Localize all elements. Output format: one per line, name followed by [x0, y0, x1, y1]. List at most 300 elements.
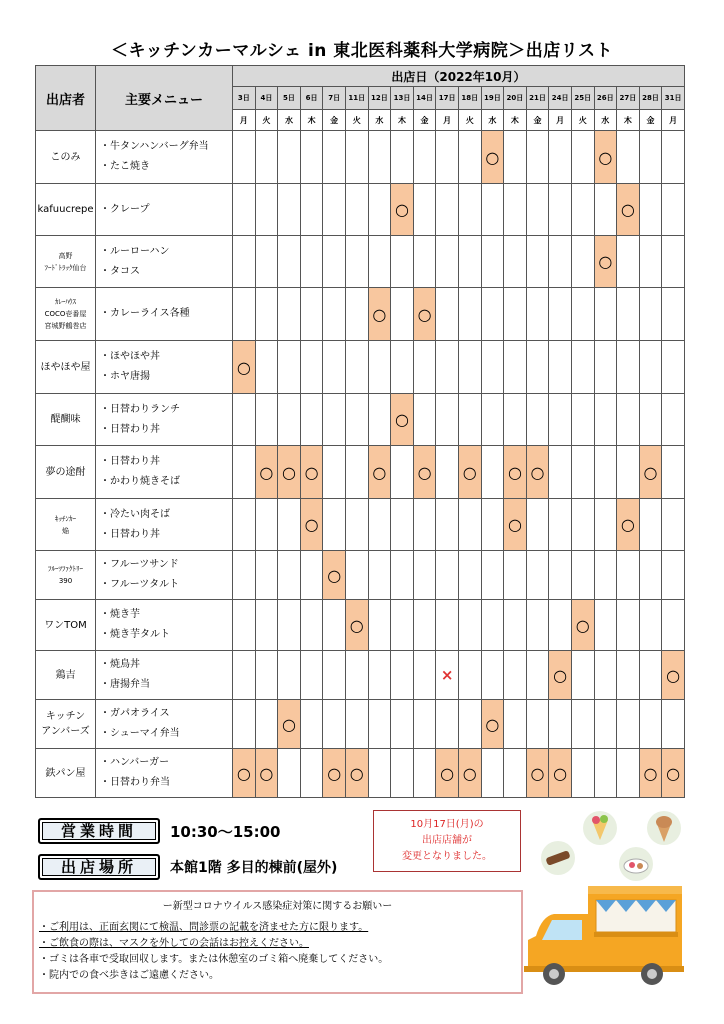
open-mark: ○ [255, 446, 278, 499]
empty-cell [233, 651, 256, 700]
vendor-name [36, 700, 96, 749]
empty-cell [481, 551, 504, 600]
open-mark: ○ [639, 749, 662, 798]
empty-cell [391, 341, 414, 394]
empty-cell [481, 288, 504, 341]
empty-cell [617, 341, 640, 394]
empty-cell [391, 749, 414, 798]
menu-items [96, 184, 233, 236]
empty-cell [300, 700, 323, 749]
menu-item: ・フルーツサンド [100, 559, 179, 570]
empty-cell [594, 184, 617, 236]
weekday-header: 水 [481, 110, 504, 131]
empty-cell [391, 600, 414, 651]
empty-cell [345, 394, 368, 446]
empty-cell [594, 600, 617, 651]
empty-cell [300, 551, 323, 600]
menu-header: 主要メニュー [96, 66, 233, 131]
location-value: 本館1階 多目的棟前(屋外) [170, 860, 338, 876]
empty-cell [368, 700, 391, 749]
menu-item: ・たこ焼き [100, 161, 150, 172]
vendor-name-line: キッチン [45, 711, 86, 722]
vendor-name-line: 夢の途酎 [45, 466, 86, 478]
empty-cell [413, 700, 436, 749]
open-mark: ○ [594, 131, 617, 184]
cancel-mark: × [436, 651, 459, 700]
empty-cell [526, 600, 549, 651]
weekday-header: 火 [345, 110, 368, 131]
covid-item: ・ゴミは各車で受取回収します。または休憩室のゴミ箱へ廃棄してください。 [39, 954, 389, 965]
empty-cell [233, 131, 256, 184]
vendor-row [36, 184, 685, 236]
empty-cell [300, 394, 323, 446]
menu-items [96, 651, 233, 700]
empty-cell [549, 288, 572, 341]
empty-cell [278, 288, 301, 341]
vendor-row [36, 700, 685, 749]
empty-cell [481, 499, 504, 551]
date-header: 31日 [662, 87, 685, 110]
empty-cell [255, 394, 278, 446]
weekday-header: 月 [233, 110, 256, 131]
empty-cell [639, 236, 662, 288]
empty-cell [300, 341, 323, 394]
empty-cell [368, 749, 391, 798]
vendor-row [36, 551, 685, 600]
open-mark: ○ [458, 749, 481, 798]
empty-cell [368, 499, 391, 551]
weekday-header: 水 [594, 110, 617, 131]
empty-cell [504, 288, 527, 341]
empty-cell [368, 551, 391, 600]
empty-cell [436, 341, 459, 394]
menu-item: ・カレーライス各種 [100, 308, 190, 319]
menu-item: ・日替わり丼 [100, 456, 160, 467]
date-header: 13日 [391, 87, 414, 110]
weekday-header: 火 [571, 110, 594, 131]
empty-cell [323, 131, 346, 184]
empty-cell [504, 394, 527, 446]
menu-items [96, 499, 233, 551]
menu-item: ・フルーツタルト [100, 579, 180, 590]
empty-cell [526, 131, 549, 184]
empty-cell [300, 236, 323, 288]
menu-item: ・唐揚弁当 [100, 679, 150, 690]
empty-cell [662, 700, 685, 749]
empty-cell [458, 288, 481, 341]
open-mark: ○ [481, 700, 504, 749]
covid-item: ・ご利用は、正面玄関にて検温、問診票の記載を済ませた方に限ります。 [39, 922, 369, 933]
empty-cell [300, 184, 323, 236]
vendor-row [36, 446, 685, 499]
empty-cell [278, 236, 301, 288]
vendor-row [36, 288, 685, 341]
vendor-name-line: ﾌﾙｰﾂﾌｧｸﾄﾘｰ [48, 565, 83, 573]
empty-cell [255, 131, 278, 184]
empty-cell [233, 184, 256, 236]
empty-cell [391, 700, 414, 749]
vendor-name-line: このみ [50, 151, 81, 163]
empty-cell [639, 394, 662, 446]
empty-cell [481, 341, 504, 394]
date-header: 12日 [368, 87, 391, 110]
date-header: 26日 [594, 87, 617, 110]
empty-cell [300, 651, 323, 700]
empty-cell [413, 651, 436, 700]
empty-cell [436, 700, 459, 749]
vendor-name-line: アンバーズ [41, 726, 90, 737]
empty-cell [458, 236, 481, 288]
vendor-row [36, 651, 685, 700]
empty-cell [526, 499, 549, 551]
menu-item: ・牛タンハンバーグ弁当 [100, 141, 209, 152]
open-mark: ○ [571, 600, 594, 651]
empty-cell [345, 236, 368, 288]
page-title: ＜キッチンカーマルシェ in 東北医科薬科大学病院＞出店リスト [111, 41, 613, 61]
empty-cell [413, 184, 436, 236]
empty-cell [436, 288, 459, 341]
empty-cell [323, 341, 346, 394]
menu-item: ・日替わり丼 [100, 423, 160, 435]
empty-cell [233, 394, 256, 446]
empty-cell [368, 651, 391, 700]
open-mark: ○ [594, 236, 617, 288]
empty-cell [571, 236, 594, 288]
empty-cell [255, 341, 278, 394]
empty-cell [368, 184, 391, 236]
menu-item: ・シューマイ弁当 [100, 728, 180, 739]
empty-cell [300, 600, 323, 651]
empty-cell [504, 236, 527, 288]
menu-item: ・日替わりランチ [100, 403, 180, 415]
empty-cell [617, 131, 640, 184]
empty-cell [368, 341, 391, 394]
empty-cell [549, 446, 572, 499]
empty-cell [481, 446, 504, 499]
vendor-name [36, 236, 96, 288]
weekday-header: 金 [413, 110, 436, 131]
empty-cell [594, 446, 617, 499]
menu-items [96, 236, 233, 288]
empty-cell [662, 394, 685, 446]
empty-cell [391, 551, 414, 600]
empty-cell [594, 288, 617, 341]
menu-items [96, 749, 233, 798]
vendor-name-line: 醍醐味 [50, 414, 81, 425]
empty-cell [481, 394, 504, 446]
empty-cell [617, 551, 640, 600]
empty-cell [278, 651, 301, 700]
empty-cell [526, 288, 549, 341]
open-mark: ○ [526, 749, 549, 798]
empty-cell [571, 131, 594, 184]
menu-item: ・ホヤ唐揚 [100, 371, 150, 382]
empty-cell [526, 341, 549, 394]
empty-cell [594, 651, 617, 700]
empty-cell [662, 446, 685, 499]
vendor-name [36, 131, 96, 184]
open-mark: ○ [323, 551, 346, 600]
hours-value: 10:30〜15:00 [170, 823, 281, 841]
open-mark: ○ [255, 749, 278, 798]
open-mark: ○ [391, 394, 414, 446]
empty-cell [436, 600, 459, 651]
empty-cell [391, 131, 414, 184]
vendor-name-line: 高野 [58, 251, 73, 260]
empty-cell [662, 236, 685, 288]
empty-cell [549, 131, 572, 184]
vendor-name-line: 鉄パン屋 [45, 767, 86, 779]
weekday-header: 火 [458, 110, 481, 131]
empty-cell [571, 341, 594, 394]
vendor-name [36, 600, 96, 651]
empty-cell [436, 446, 459, 499]
empty-cell [594, 749, 617, 798]
empty-cell [504, 341, 527, 394]
weekday-header: 火 [255, 110, 278, 131]
empty-cell [413, 236, 436, 288]
menu-items [96, 131, 233, 184]
empty-cell [504, 600, 527, 651]
empty-cell [526, 394, 549, 446]
empty-cell [504, 131, 527, 184]
empty-cell [413, 394, 436, 446]
empty-cell [413, 551, 436, 600]
empty-cell [458, 651, 481, 700]
empty-cell [639, 131, 662, 184]
menu-item: ・ハンバーガー [100, 757, 170, 768]
menu-item: ・タコス [100, 265, 140, 277]
vendor-name-line: ワンTOM [44, 619, 87, 631]
vendor-name [36, 651, 96, 700]
change-notice [373, 810, 521, 872]
vendor-name-line: ほやほや屋 [40, 361, 91, 373]
empty-cell [368, 131, 391, 184]
date-header: 21日 [526, 87, 549, 110]
open-mark: ○ [233, 749, 256, 798]
menu-item: ・かわり焼きそば [100, 476, 180, 487]
empty-cell [504, 551, 527, 600]
location-label: 出店場所 [38, 854, 160, 880]
date-header: 11日 [345, 87, 368, 110]
open-mark: ○ [368, 288, 391, 341]
date-header: 3日 [233, 87, 256, 110]
empty-cell [617, 651, 640, 700]
date-header: 24日 [549, 87, 572, 110]
empty-cell [391, 446, 414, 499]
open-mark: ○ [345, 600, 368, 651]
empty-cell [345, 499, 368, 551]
empty-cell [413, 749, 436, 798]
notice-line: 出店店舗が [422, 835, 472, 846]
empty-cell [436, 551, 459, 600]
weekday-header: 木 [504, 110, 527, 131]
empty-cell [413, 600, 436, 651]
menu-item: ・ほやほや丼 [100, 351, 160, 362]
empty-cell [526, 236, 549, 288]
open-mark: ○ [504, 499, 527, 551]
empty-cell [255, 651, 278, 700]
empty-cell [233, 236, 256, 288]
empty-cell [233, 499, 256, 551]
covid-item: ・院内での食べ歩きはご遠慮ください。 [39, 970, 219, 981]
vendor-name-line: 焔 [62, 526, 69, 535]
empty-cell [255, 600, 278, 651]
empty-cell [662, 184, 685, 236]
open-mark: ○ [300, 499, 323, 551]
date-header: 20日 [504, 87, 527, 110]
empty-cell [617, 446, 640, 499]
schedule-table [35, 65, 685, 798]
empty-cell [233, 446, 256, 499]
open-mark: ○ [526, 446, 549, 499]
weekday-header: 水 [278, 110, 301, 131]
weekday-header: 木 [391, 110, 414, 131]
menu-item: ・ルーローハン [100, 245, 170, 257]
menu-items [96, 288, 233, 341]
empty-cell [617, 600, 640, 651]
empty-cell [617, 394, 640, 446]
empty-cell [413, 341, 436, 394]
empty-cell [278, 394, 301, 446]
empty-cell [639, 184, 662, 236]
menu-items [96, 700, 233, 749]
open-mark: ○ [413, 288, 436, 341]
empty-cell [594, 551, 617, 600]
empty-cell [571, 394, 594, 446]
empty-cell [436, 394, 459, 446]
empty-cell [345, 446, 368, 499]
open-mark: ○ [233, 341, 256, 394]
notice-line: 変更となりました。 [402, 851, 492, 862]
empty-cell [233, 700, 256, 749]
empty-cell [549, 499, 572, 551]
empty-cell [458, 394, 481, 446]
vendor-name-line: ｶﾚｰﾊｳｽ [55, 298, 76, 306]
empty-cell [571, 700, 594, 749]
menu-items [96, 341, 233, 394]
vendor-name-line: ｷｯﾁﾝｶｰ [55, 514, 76, 523]
empty-cell [481, 600, 504, 651]
empty-cell [323, 236, 346, 288]
empty-cell [255, 551, 278, 600]
open-mark: ○ [278, 446, 301, 499]
weekday-header: 月 [662, 110, 685, 131]
empty-cell [255, 700, 278, 749]
open-mark: ○ [391, 184, 414, 236]
menu-items [96, 446, 233, 499]
empty-cell [278, 341, 301, 394]
empty-cell [458, 131, 481, 184]
empty-cell [278, 600, 301, 651]
open-mark: ○ [458, 446, 481, 499]
menu-item: ・冷たい肉そば [100, 508, 170, 520]
open-mark: ○ [413, 446, 436, 499]
empty-cell [323, 651, 346, 700]
hours-label: 営業時間 [38, 818, 160, 844]
food-truck-icon [522, 886, 692, 990]
menu-item: ・クレープ [100, 203, 150, 215]
empty-cell [639, 341, 662, 394]
food-illustrations-icon [536, 808, 686, 888]
vendor-name [36, 184, 96, 236]
vendor-name [36, 394, 96, 446]
empty-cell [278, 184, 301, 236]
menu-item: ・ガパオライス [100, 708, 170, 719]
empty-cell [639, 600, 662, 651]
date-header: 17日 [436, 87, 459, 110]
empty-cell [391, 499, 414, 551]
vendor-name [36, 446, 96, 499]
empty-cell [233, 288, 256, 341]
empty-cell [594, 499, 617, 551]
menu-item: ・焼き芋 [100, 609, 140, 620]
empty-cell [323, 446, 346, 499]
empty-cell [549, 600, 572, 651]
vendor-header: 出店者 [36, 66, 96, 131]
menu-items [96, 551, 233, 600]
vendor-name-line: kafuucrepe [37, 204, 94, 215]
empty-cell [345, 184, 368, 236]
date-header: 18日 [458, 87, 481, 110]
menu-item: ・日替わり丼 [100, 528, 160, 540]
weekday-header: 金 [639, 110, 662, 131]
empty-cell [639, 288, 662, 341]
empty-cell [323, 288, 346, 341]
empty-cell [233, 600, 256, 651]
empty-cell [368, 236, 391, 288]
empty-cell [549, 700, 572, 749]
empty-cell [526, 184, 549, 236]
empty-cell [278, 131, 301, 184]
open-mark: ○ [662, 749, 685, 798]
menu-item: ・日替わり弁当 [100, 777, 170, 788]
empty-cell [323, 394, 346, 446]
empty-cell [300, 749, 323, 798]
open-mark: ○ [549, 749, 572, 798]
open-mark: ○ [368, 446, 391, 499]
empty-cell [617, 236, 640, 288]
empty-cell [481, 749, 504, 798]
empty-cell [345, 651, 368, 700]
empty-cell [504, 651, 527, 700]
vendor-name-line: 宮城野鶴巻店 [44, 322, 87, 330]
empty-cell [278, 499, 301, 551]
empty-cell [504, 700, 527, 749]
empty-cell [594, 700, 617, 749]
empty-cell [391, 651, 414, 700]
vendor-name [36, 499, 96, 551]
weekday-header: 金 [323, 110, 346, 131]
vendor-name [36, 749, 96, 798]
menu-item: ・焼き芋タルト [100, 629, 170, 640]
vendor-row [36, 236, 685, 288]
vendor-row [36, 341, 685, 394]
empty-cell [571, 651, 594, 700]
empty-cell [571, 499, 594, 551]
vendor-name-line: 鶏吉 [55, 669, 76, 681]
open-mark: ○ [504, 446, 527, 499]
empty-cell [345, 700, 368, 749]
empty-cell [255, 184, 278, 236]
vendor-name-line: 390 [58, 577, 73, 585]
empty-cell [458, 499, 481, 551]
empty-cell [458, 600, 481, 651]
empty-cell [662, 499, 685, 551]
empty-cell [391, 236, 414, 288]
vendor-row [36, 131, 685, 184]
empty-cell [458, 184, 481, 236]
